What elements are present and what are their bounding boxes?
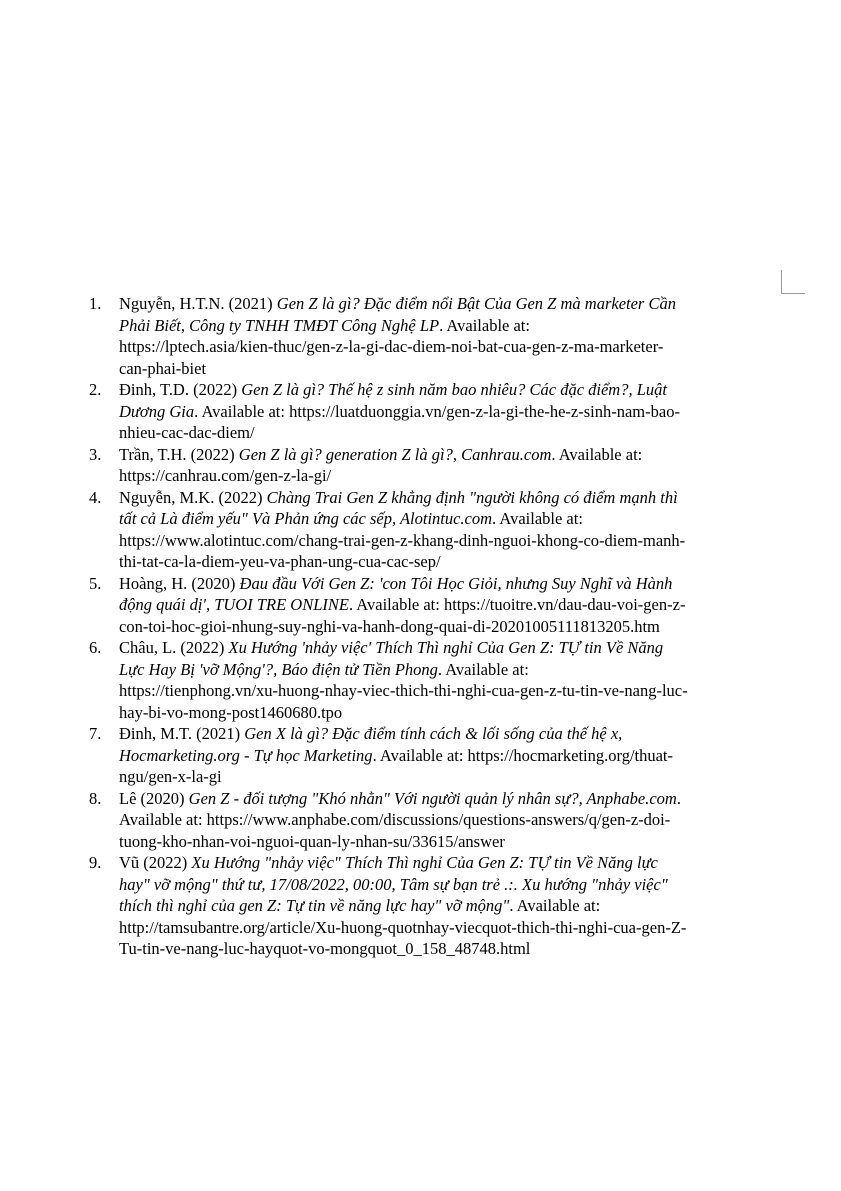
- reference-url-text: https://www.alotintuc.com/chang-trai-gen-z-khang-dinh-nguoi-khong-co-diem-manh-: [119, 530, 686, 550]
- reference-availability: . Available at:: [492, 509, 583, 528]
- reference-title: Gen Z là gì? generation Z là gì?, Canhrau.com: [238, 444, 552, 464]
- reference-title: tất cả Là điểm yếu" Và Phản ứng các sếp, Alotintuc.com: [119, 509, 493, 528]
- reference-title: Đau đầu Với Gen Z: 'con Tôi Học Giỏi, nhưng Suy Nghĩ và Hành: [239, 573, 673, 593]
- reference-title: hay" vỡ mộng" thứ tư, 17/08/2022, 00:00, Tâm sự bạn trẻ .:. Xu hướng "nhảy việc": [119, 874, 668, 894]
- reference-item: [83, 487, 783, 573]
- reference-url-text: tuong-kho-nhan-voi-nguoi-quan-ly-nhan-su/33615/answer: [119, 831, 505, 851]
- reference-item: [83, 723, 783, 788]
- text-boundary-corner-mark: [781, 270, 805, 294]
- reference-title: Gen Z là gì? Đặc điểm nổi Bật Của Gen Z mà marketer Cần: [276, 294, 676, 313]
- reference-url-text: Available at: https://www.anphabe.com/discussions/questions-answers/q/gen-z-doi-: [119, 810, 671, 829]
- reference-author-year: Lê (2020): [119, 788, 189, 808]
- reference-title: Xu Hướng 'nhảy việc' Thích Thì nghỉ Của Gen Z: TỰ tin Về Năng: [228, 638, 664, 657]
- reference-title: Xu Hướng "nhảy việc" Thích Thì nghỉ Của Gen Z: TỰ tin Về Năng lực: [191, 853, 658, 872]
- reference-citation-line: [119, 594, 783, 616]
- reference-citation-line: [119, 788, 783, 810]
- reference-availability: .: [676, 788, 681, 808]
- reference-url-text: ngu/gen-x-la-gi: [119, 767, 222, 786]
- reference-url-text: https://tienphong.vn/xu-huong-nhay-viec-thich-thi-nghi-cua-gen-z-tu-tin-ve-nang-luc-: [119, 681, 688, 700]
- reference-author-year: Đinh, T.D. (2022): [119, 380, 242, 399]
- reference-citation-line: [119, 573, 783, 595]
- reference-availability: . Available at:: [439, 315, 530, 335]
- reference-availability: . Available at: https://luatduonggia.vn/gen-z-la-gi-the-he-z-sinh-nam-bao-: [194, 401, 680, 421]
- reference-number: 6.: [89, 638, 102, 657]
- reference-citation-line: [119, 401, 783, 423]
- reference-author-year: Nguyễn, H.T.N. (2021): [119, 294, 277, 313]
- reference-url-text: http://tamsubantre.org/article/Xu-huong-quotnhay-viecquot-thich-thi-nghi-cua-gen-Z-: [119, 917, 687, 937]
- reference-number: 1.: [89, 294, 102, 313]
- reference-number: 9.: [89, 853, 102, 872]
- reference-list: [83, 293, 783, 960]
- reference-citation-line: [119, 637, 783, 659]
- reference-author-year: Nguyễn, M.K. (2022): [119, 487, 267, 507]
- reference-availability: . Available at:: [437, 659, 529, 679]
- reference-item: [83, 379, 783, 444]
- reference-url-text: https://canhrau.com/gen-z-la-gi/: [119, 466, 332, 485]
- reference-availability: . Available at:: [551, 444, 643, 464]
- reference-item: [83, 293, 783, 379]
- reference-number: 4.: [89, 487, 102, 507]
- reference-number: 8.: [89, 788, 102, 808]
- reference-number: 5.: [89, 573, 102, 593]
- reference-title: Dương Gia: [119, 401, 195, 421]
- reference-url-text: con-toi-hoc-gioi-nhung-suy-nghi-va-hanh-dong-quai-di-20201005111813205.htm: [119, 616, 660, 636]
- reference-availability: . Available at: https://hocmarketing.org/thuat-: [372, 745, 674, 765]
- reference-availability: . Available at:: [509, 896, 601, 915]
- reference-citation-line: [119, 852, 783, 874]
- reference-title: Gen Z - đối tượng "Khó nhằn" Với người quản lý nhân sự?, Anphabe.com: [188, 788, 677, 808]
- reference-availability: . Available at: https://tuoitre.vn/dau-dau-voi-gen-z-: [348, 595, 686, 614]
- reference-author-year: Đinh, M.T. (2021): [119, 724, 245, 743]
- reference-number: 7.: [89, 724, 102, 743]
- reference-item: [83, 573, 783, 638]
- reference-item: [83, 852, 783, 960]
- reference-title: Gen Z là gì? Thế hệ z sinh năm bao nhiêu? Các đặc điểm?, Luật: [241, 380, 667, 399]
- reference-number: 2.: [89, 380, 102, 399]
- reference-citation-line: [119, 745, 783, 767]
- reference-title: Lực Hay Bị 'vỡ Mộng'?, Báo điện tử Tiền Phong: [119, 659, 438, 679]
- reference-title: thích thì nghỉ của gen Z: Tự tin về năng lực hay" vỡ mộng": [119, 896, 510, 915]
- reference-url-text: hay-bi-vo-mong-post1460680.tpo: [119, 702, 343, 722]
- reference-citation-line: [119, 293, 783, 315]
- reference-url-text: thi-tat-ca-la-diem-yeu-va-phan-ung-cua-cac-sep/: [119, 552, 441, 571]
- reference-author-year: Vũ (2022): [119, 853, 192, 872]
- reference-url-text: https://lptech.asia/kien-thuc/gen-z-la-gi-dac-diem-noi-bat-cua-gen-z-ma-marketer-: [119, 337, 664, 356]
- reference-author-year: Trần, T.H. (2022): [119, 444, 239, 464]
- reference-citation-line: [119, 723, 783, 745]
- reference-url-text: can-phai-biet: [119, 358, 207, 378]
- reference-citation-line: [119, 315, 783, 337]
- reference-citation-line: [119, 379, 783, 401]
- reference-author-year: Hoàng, H. (2020): [119, 573, 240, 593]
- reference-title: động quái dị', TUOI TRE ONLINE: [119, 595, 349, 614]
- reference-citation-line: [119, 444, 783, 466]
- reference-title: Gen X là gì? Đặc điểm tính cách & lối sống của thế hệ x,: [244, 724, 623, 743]
- reference-item: [83, 637, 783, 723]
- reference-url-text: nhieu-cac-dac-diem/: [119, 423, 255, 442]
- reference-item: [83, 444, 783, 487]
- reference-citation-line: [119, 487, 783, 509]
- reference-citation-line: [119, 895, 783, 917]
- reference-title: Chàng Trai Gen Z khẳng định "người không có điểm mạnh thì: [266, 487, 678, 507]
- reference-citation-line: [119, 659, 783, 681]
- reference-title: Hocmarketing.org - Tự học Marketing: [119, 745, 373, 765]
- reference-item: [83, 788, 783, 853]
- reference-citation-line: [119, 874, 783, 896]
- reference-citation-line: [119, 508, 783, 530]
- reference-number: 3.: [89, 444, 102, 464]
- reference-url-text: Tu-tin-ve-nang-luc-hayquot-vo-mongquot_0_158_48748.html: [119, 939, 531, 958]
- reference-title: Phải Biết, Công ty TNHH TMĐT Công Nghệ LP: [119, 315, 440, 335]
- reference-author-year: Châu, L. (2022): [119, 638, 229, 657]
